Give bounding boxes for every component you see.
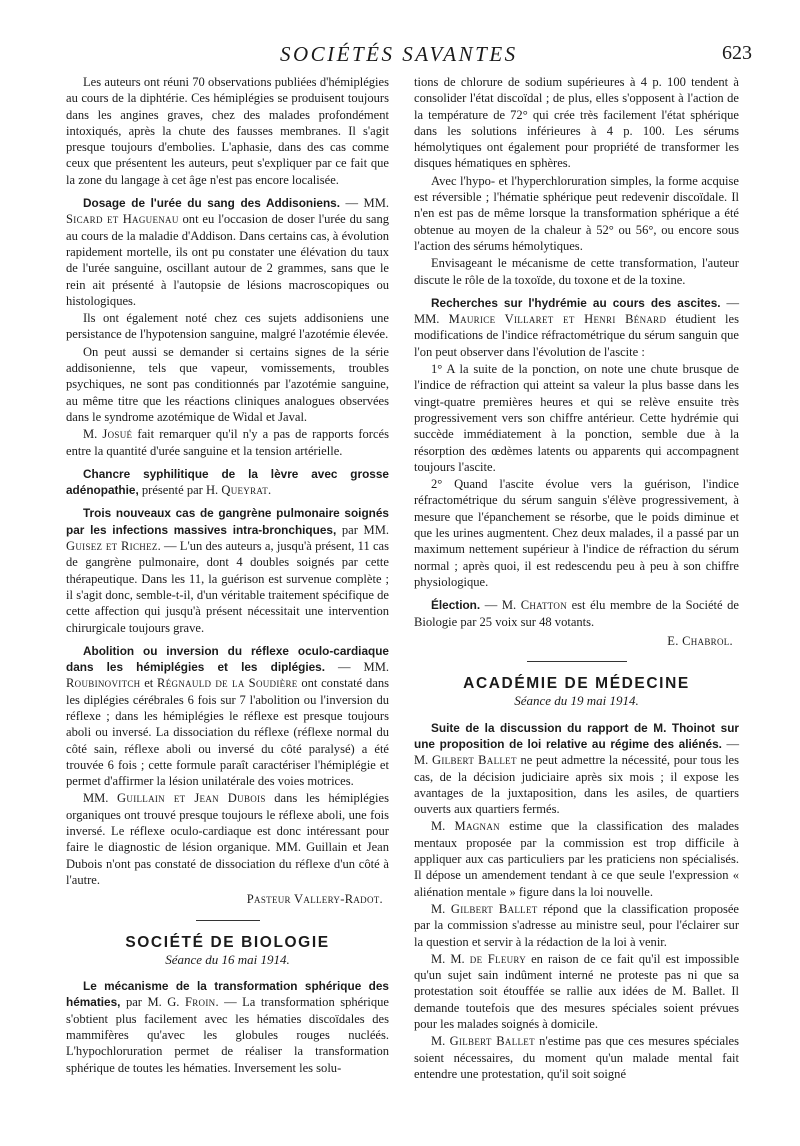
signature: Pasteur Vallery-Radot. (246, 892, 383, 907)
author-names: Josué (102, 427, 133, 442)
author-names: Chatton (520, 598, 568, 613)
paragraph-point-1: 1° A la suite de la ponction, on note une chute brusque de l'indice de réfraction qui atteint sa valeur la plus basse dans les vingt-quatre premières heures et qui se relève ensuite très progressivement vers son chiffre antérieur. Cette hydrémie qui succède immédiatement à la ponction, semble due à la résorption des œdèmes latents ou apparents qui accompagnent toujours l'ascite. (414, 362, 739, 474)
page-number: 623 (722, 42, 752, 64)
paragraph-continuation: tions de chlorure de sodium supérieures à 4 p. 100 tendent à consolider l'état discoïdal ; de plus, elles s'opposent à l'action de la température de 72° qui crée très facilement l'état sphérique dans les solutions inférieures à 4 p. 100. Les sérums hémolytiques ont également pour propriété de transformer les disques hématiques en sphères. (414, 75, 739, 171)
author-names: Queyrat (221, 483, 269, 498)
article-dosage-uree: Dosage de l'urée du sang des Addisoniens. — MM. Sicard et Haguenau ont eu l'occasion de doser l'urée du sang au cours de la maladie d'Addison. Dans certains cas, à évolution rapidement mortelle, ils ont pu constater une élévation du taux de l'urée sanguine, oscillant autour de 2 grammes, sans que le rein ait présenté à l'autopsie de lésions macroscopiques ou histologiques. (66, 196, 389, 308)
paragraph-fleury: M. M. de Fleury en raison de ce fait qu'il est impossible qu'un sujet sain indûment interné ne proteste pas ni que sa protestation soit étouffée se rallie aux idées de M. Ballet. Il demande toutefois que des mesures spéciales soient prévues pour les malades soignés à domicile. (414, 951, 740, 1032)
section-title-biologie: SOCIÉTÉ DE BIOLOGIE (125, 933, 330, 951)
author-names: Roubinovitch (66, 676, 141, 691)
article-title: Abolition ou inversion du réflexe oculo-cardiaque dans les hémiplégies et les diplégies. (66, 643, 389, 675)
paragraph-addisonienne: On peut aussi se demander si certains signes de la série addisonienne, tels que vapeur, vomissements, troubles psychiques, ne sont pas conditionnés par l'azotémie sanguine, au même titre que les réactions cliniques analogues observées dans le syndrome azotémique de Widal et Javal. (66, 344, 389, 424)
running-title: SOCIÉTÉS SAVANTES (280, 42, 518, 66)
article-chancre: Chancre syphilitique de la lèvre avec grosse adénopathie, présenté par H. Queyrat. (66, 466, 389, 498)
article-title: Suite de la discussion du rapport de M. Thoinot sur une proposition de loi relative au régime des aliénés. (414, 720, 739, 751)
paragraph-guillain: MM. Guillain et Jean Dubois dans les hémiplégies organiques ont trouvé presque toujours le réflexe aboli, une fois inversé. Le réflexe oculo-cardiaque est donc intéressant pour faire le diagnostic de lésion organique. MM. Guillain et Jean Dubois n'ont pas constaté de dissociation du réflexe d'un côté à l'autre. (66, 791, 389, 887)
article-hematies: Le mécanisme de la transformation sphérique des hématies, par M. G. Froin. — La transformation sphérique s'obtient plus facilement avec les hématies discoïdales des mammifères qu'avec les globules rouges nucléés. L'hypochloruration permet de réaliser la transformation sphérique de toutes les hématies. Inversement les solu- (66, 979, 389, 1075)
signature: E. Chabrol. (667, 633, 733, 648)
paragraph-hypotension: Ils ont également noté chez ces sujets addisoniens une persistance de l'hypotension sanguine, malgré l'azotémie élevée. (66, 311, 389, 342)
author-names: Magnan (454, 819, 500, 834)
paragraph-mecanisme: Envisageant le mécanisme de cette transformation, l'auteur discute le rôle de la toxoïde, du toxone et de la toxine. (414, 256, 739, 287)
seance-date: Séance du 19 mai 1914. (514, 693, 639, 709)
right-column (414, 74, 739, 1083)
left-column (66, 74, 389, 1077)
article-hydremie: Recherches sur l'hydrémie au cours des ascites. — MM. Maurice Villaret et Henri Bénard étudient les modifications de l'indice réfractométrique du sérum sanguin que l'on peut observer dans l'évolution de l'ascite : (414, 295, 739, 359)
paragraph-ballet-reply: M. Gilbert Ballet répond que la classification proposée par la commission s'adresse au ministre seul, pour l'éclairer sur la question et servir à la rédaction de la loi à venir. (414, 901, 740, 949)
article-title: Le mécanisme de la transformation sphérique des hématies, (66, 979, 389, 1010)
author-names: Guisez et Richez (66, 539, 158, 554)
author-names: Gilbert Ballet (449, 1034, 535, 1049)
paragraph-josue: M. Josué fait remarquer qu'il n'y a pas de rapports forcés entre la quantité d'urée sanguine et la tension artérielle. (66, 427, 389, 458)
author-names: Maurice Villaret et Henri Bénard (448, 312, 667, 327)
section-divider (196, 920, 260, 921)
paragraph-point-2: 2° Quand l'ascite évolue vers la guérison, l'indice réfractométrique du sérum sanguin s'élève progressivement, à mesure que l'épanchement se résorbe, que le poids diminue et que les urines augmentent. Chez deux malades, il a passé par un maximum nettement supérieur à l'indice de réfraction du sérum normal ; après quoi, il est redescendu peu à peu à son chiffre physiologique. (414, 477, 739, 589)
article-title: Trois nouveaux cas de gangrène pulmonaire soignés par les infections massives intra-bronchiques, (66, 506, 389, 537)
section-title-academie: ACADÉMIE DE MÉDECINE (463, 675, 690, 693)
author-names: Gilbert Ballet (450, 901, 538, 916)
paragraph-magnan: M. Magnan estime que la classification des malades mentaux proposée par la commission est trop difficile à appliquer aux cas particuliers par les praticiens non spécialisés. Il dépose un amendement tendant à ce que seule l'expression « aliénation mentale » figure dans la loi nouvelle. (414, 819, 739, 899)
article-title: Élection. (431, 598, 481, 613)
author-names: de Fleury (469, 951, 527, 966)
article-reflexe: Abolition ou inversion du réflexe oculo-cardiaque dans les hémiplégies et les diplégies. — MM. Roubinovitch et Régnauld de la Soudière ont constaté dans les diplégies cérébrales 6 fois sur 7 l'abolition ou l'inversion du réflexe ; dans les hémiplégies le réflexe est presque toujours aboli ou inversé. La dissociation du réflexe (réflexe normal du côté sain, réflexe aboli ou inversé du côté paralysé) a été trouvée 6 fois ; cette formule paraît caractériser l'hémiplégie et permet d'affirmer la lésion unilatérale des voies motrices. (66, 643, 389, 789)
article-title: Chancre syphilitique de la lèvre avec grosse adénopathie, (66, 466, 389, 498)
article-title: Dosage de l'urée du sang des Addisoniens. (83, 196, 341, 211)
article-title: Recherches sur l'hydrémie au cours des ascites. (431, 295, 721, 310)
article-election: Élection. — M. Chatton est élu membre de la Société de Biologie par 25 voix sur 48 votants. (414, 598, 739, 629)
article-gangrene: Trois nouveaux cas de gangrène pulmonaire soignés par les infections massives intra-bronchiques, par MM. Guisez et Richez. — L'un des auteurs a, jusqu'à présent, 11 cas de gangrène pulmonaire, dont 4 doubles soignés par cette thérapeutique. Dans les 11, la guérison est survenue complète ; il s'agit donc, semble-t-il, d'un véritable traitement spécifique de cette affection qui jusqu'à présent nécessitait une intervention chirurgicale toujours grave. (66, 506, 389, 635)
paragraph-chloruration: Avec l'hypo- et l'hyperchloruration simples, la forme acquise est réversible ; l'hématie sphérique peut redevenir discoïdale. Il n'en est pas de même lorsque la transformation sphérique a été obtenue au moyen de la chaleur à 52° ou 56°, ou encore sous l'action des sérums hémolytiques. (414, 173, 739, 253)
paragraph-ballet-final: M. Gilbert Ballet n'estime pas que ces mesures spéciales soient nécessaires, du moment qu'un malade mental fait entendre une protestation, qu'il soit soigné (414, 1034, 740, 1081)
author-names: Guillain et Jean Dubois (117, 791, 266, 806)
paragraph-diphteria: Les auteurs ont réuni 70 observations publiées d'hémiplégies au cours de la diphtérie. Ces hémiplégies se produisent toujours dans les angines graves, chez des malades profondément intoxiqués, après la chute des fausses membranes. Il s'agit presque toujours d'embolies. L'aphasie, dans des cas comme ceux que présentent les auteurs, peut s'expliquer par ce fait que la zone du langage à cet âge n'est pas encore localisée. (66, 75, 389, 187)
author-names: Régnauld de la Soudière (157, 676, 298, 691)
article-alienes: Suite de la discussion du rapport de M. Thoinot sur une proposition de loi relative au régime des aliénés. — M. Gilbert Ballet ne peut admettre la nécessité, pour tous les cas, de la décision judiciaire après six mois ; il expose les avantages de la juxtaposition, dans les asiles, de quartiers ouverts aux quartiers fermés. (414, 720, 740, 817)
author-names: Gilbert Ballet (432, 753, 517, 768)
author-names: Froin (184, 995, 216, 1010)
seance-date: Séance du 16 mai 1914. (165, 951, 290, 967)
author-names: Sicard et Haguenau (66, 212, 179, 227)
section-divider (527, 661, 627, 662)
